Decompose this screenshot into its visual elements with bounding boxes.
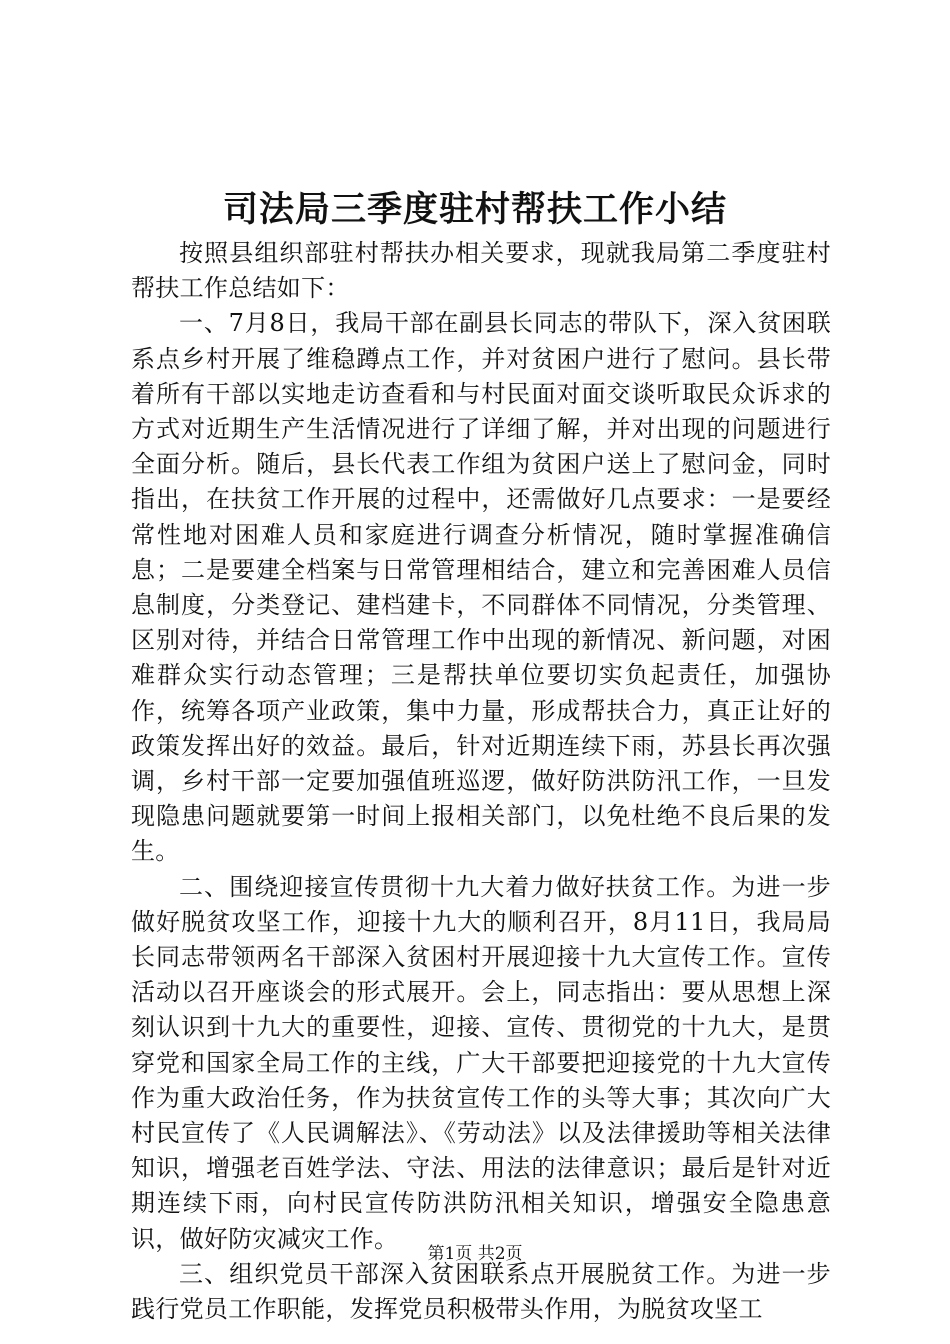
paragraph-section-1: 一、7月8日，我局干部在副县长同志的带队下，深入贫困联系点乡村开展了维稳蹲点工作，并对贫困户进行了慰问。县长带着所有干部以实地走访查看和与村民面对面交谈听取民众诉求的方式对近期生产生活情况进行了详细了解，并对出现的问题进行全面分析。随后，县长代表工作组为贫困户送上了慰问金，同时指出，在扶贫工作开展的过程中，还需做好几点要求：一是要经常性地对困难人员和家庭进行调查分析情况，随时掌握准确信息；二是要建全档案与日常管理相结合，建立和完善困难人员信息制度，分类登记、建档建卡，不同群体不同情况，分类管理、区别对待，并结合日常管理工作中出现的新情况、新问题，对困难群众实行动态管理；三是帮扶单位要切实负起责任，加强协作，统筹各项产业政策，集中力量，形成帮扶合力，真正让好的政策发挥出好的效益。最后，针对近期连续下雨，苏县长再次强调，乡村干部一定要加强值班巡逻，做好防洪防汛工作，一旦发现隐患问题就要第一时间上报相关部门，以免杜绝不良后果的发生。: [131, 309, 831, 866]
document-title: 司法局三季度驻村帮扶工作小结: [222, 189, 727, 230]
paragraph-section-3: 三、组织党员干部深入贫困联系点开展脱贫工作。为进一步践行党员工作职能，发挥党员积极带头作用，为脱贫攻坚工: [131, 1259, 831, 1324]
paragraph-intro: 按照县组织部驻村帮扶办相关要求，现就我局第二季度驻村帮扶工作总结如下：: [131, 239, 831, 303]
page-number-footer: 第1页 共2页: [427, 1244, 523, 1264]
paragraph-section-2: 二、围绕迎接宣传贯彻十九大着力做好扶贫工作。为进一步做好脱贫攻坚工作，迎接十九大的顺利召开，8月11日，我局局长同志带领两名干部深入贫困村开展迎接十九大宣传工作。宣传活动以召开座谈会的形式展开。会上，同志指出：要从思想上深刻认识到十九大的重要性，迎接、宣传、贯彻党的十九大，是贯穿党和国家全局工作的主线，广大干部要把迎接党的十九大宣传作为重大政治任务，作为扶贫宣传工作的头等大事；其次向广大村民宣传了《人民调解法》、《劳动法》以及法律援助等相关法律知识，增强老百姓学法、守法、用法的法律意识；最后是针对近期连续下雨，向村民宣传防洪防汛相关知识，增强安全隐患意识，做好防灾减灾工作。: [131, 872, 831, 1253]
document-body: [131, 236, 831, 1327]
